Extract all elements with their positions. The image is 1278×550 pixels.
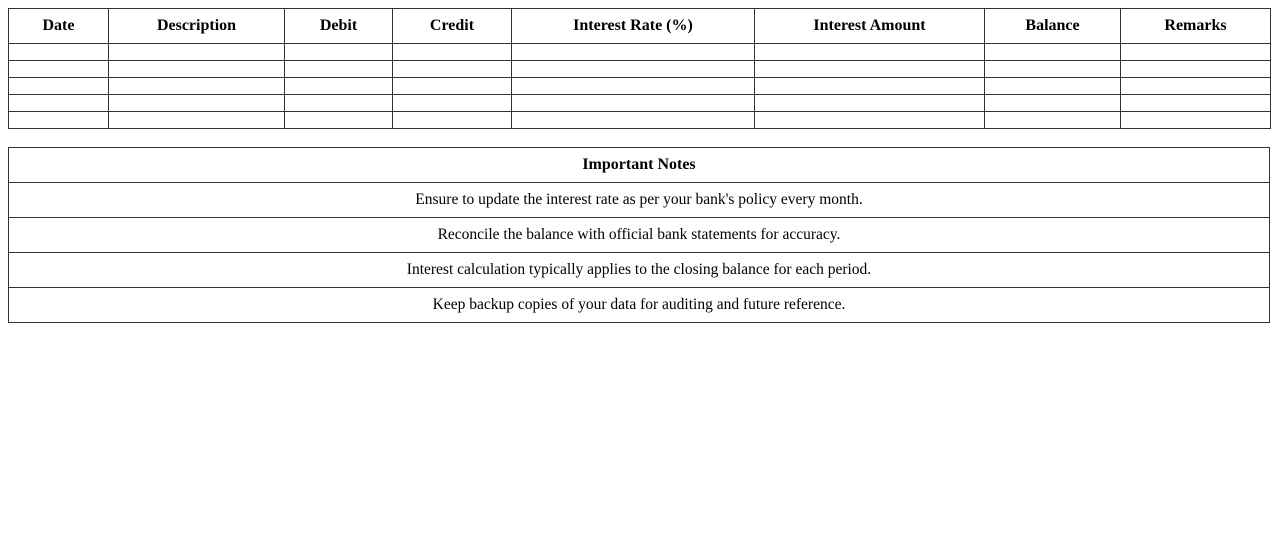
cell-interest-amount[interactable] <box>755 112 985 129</box>
cell-interest-rate[interactable] <box>512 61 755 78</box>
cell-description[interactable] <box>109 44 285 61</box>
cell-debit[interactable] <box>285 112 393 129</box>
column-header-remarks: Remarks <box>1121 9 1271 44</box>
note-item: Interest calculation typically applies to the closing balance for each period. <box>9 253 1270 288</box>
cell-balance[interactable] <box>985 44 1121 61</box>
cell-credit[interactable] <box>393 44 512 61</box>
notes-table <box>8 147 1270 323</box>
note-row <box>9 253 1270 288</box>
cell-credit[interactable] <box>393 95 512 112</box>
cell-balance[interactable] <box>985 78 1121 95</box>
column-header-description: Description <box>109 9 285 44</box>
cell-interest-amount[interactable] <box>755 95 985 112</box>
column-header-credit: Credit <box>393 9 512 44</box>
table-row <box>9 112 1271 129</box>
column-header-interest-amount: Interest Amount <box>755 9 985 44</box>
ledger-header-row <box>9 9 1271 44</box>
column-header-interest-rate: Interest Rate (%) <box>512 9 755 44</box>
cell-credit[interactable] <box>393 61 512 78</box>
table-row <box>9 44 1271 61</box>
cell-interest-rate[interactable] <box>512 44 755 61</box>
cell-debit[interactable] <box>285 78 393 95</box>
cell-remarks[interactable] <box>1121 44 1271 61</box>
cell-debit[interactable] <box>285 44 393 61</box>
cell-remarks[interactable] <box>1121 78 1271 95</box>
cell-remarks[interactable] <box>1121 95 1271 112</box>
cell-remarks[interactable] <box>1121 112 1271 129</box>
cell-balance[interactable] <box>985 95 1121 112</box>
cell-interest-rate[interactable] <box>512 78 755 95</box>
cell-description[interactable] <box>109 78 285 95</box>
cell-remarks[interactable] <box>1121 61 1271 78</box>
note-item: Ensure to update the interest rate as per your bank's policy every month. <box>9 183 1270 218</box>
cell-interest-amount[interactable] <box>755 44 985 61</box>
cell-description[interactable] <box>109 112 285 129</box>
table-row <box>9 95 1271 112</box>
cell-description[interactable] <box>109 61 285 78</box>
cell-balance[interactable] <box>985 61 1121 78</box>
cell-balance[interactable] <box>985 112 1121 129</box>
cell-debit[interactable] <box>285 95 393 112</box>
cell-interest-rate[interactable] <box>512 95 755 112</box>
column-header-date: Date <box>9 9 109 44</box>
column-header-balance: Balance <box>985 9 1121 44</box>
notes-title: Important Notes <box>9 148 1270 183</box>
table-row <box>9 78 1271 95</box>
cell-interest-rate[interactable] <box>512 112 755 129</box>
note-item: Keep backup copies of your data for auditing and future reference. <box>9 288 1270 323</box>
cell-interest-amount[interactable] <box>755 61 985 78</box>
cell-debit[interactable] <box>285 61 393 78</box>
cell-credit[interactable] <box>393 78 512 95</box>
note-row <box>9 218 1270 253</box>
cell-date[interactable] <box>9 95 109 112</box>
cell-date[interactable] <box>9 61 109 78</box>
column-header-debit: Debit <box>285 9 393 44</box>
cell-description[interactable] <box>109 95 285 112</box>
table-row <box>9 61 1271 78</box>
cell-date[interactable] <box>9 44 109 61</box>
note-row <box>9 288 1270 323</box>
notes-header-row <box>9 148 1270 183</box>
cell-interest-amount[interactable] <box>755 78 985 95</box>
ledger-table <box>8 8 1271 129</box>
note-item: Reconcile the balance with official bank statements for accuracy. <box>9 218 1270 253</box>
cell-date[interactable] <box>9 78 109 95</box>
cell-credit[interactable] <box>393 112 512 129</box>
note-row <box>9 183 1270 218</box>
cell-date[interactable] <box>9 112 109 129</box>
